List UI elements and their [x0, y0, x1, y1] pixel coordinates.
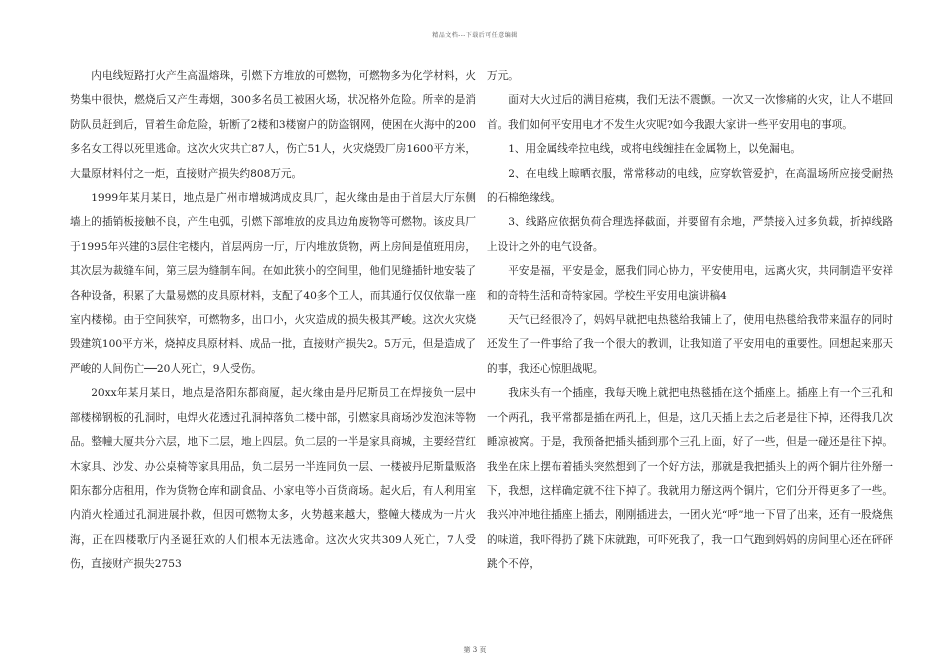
paragraph: 20xx年某月某日，地点是洛阳东都商厦，起火缘由是丹尼斯员工在焊接负一层中部楼梯钢板的孔洞时，电焊火花透过孔洞掉落负二楼中部，引燃家具商场沙发泡沫等物品。整幢大厦共分六层，地下二层，地上四层。负二层的一半是家具商城，主要经营红木家具、沙发、办公桌椅等家具用品，负二层另一半连同负一层、一楼被丹尼斯量贩洛阳东都分店租用，作为货物仓库和副食品、小家电等小百货商场。起火后，有人利用室内消火栓通过孔洞进展扑救，但因可燃物太多，火势越来越大，整幢大楼成为一片火海，正在四楼歌厅内圣诞狂欢的人们根本无法逃命。这次火灾共309人死亡，7人受伤，直接财产损失2753	[70, 387, 476, 571]
paragraph: 天气已经很冷了，妈妈早就把电热毯给我铺上了，使用电热毯给我带来温存的同时还发生了一件事给了我一个很大的教训，让我知道了平安用电的重要性。回想起来那天的事，我还心惊胆战呢。	[487, 314, 893, 375]
page-header: 精品文档---下载后可任意编辑	[432, 32, 518, 39]
paragraph: 我床头有一个插座，我每天晚上就把电热毯插在这个插座上。插座上有一个三孔和一个两孔，我平常都是插在两孔上，但是，这几天插上去之后老是往下掉，还得我几次睡凉被窝。于是，我预备把插头插到那个三孔上面，好了一些，但是一碰还是往下掉。我坐在床上摆布着插头突然想到了一个好方法，那就是我把插头上的两个铜片往外掰一下，我想，这样确定就不往下掉了。我就用力掰这两个铜片，它们分开得更多了一些。我兴冲冲地往插座上插去，刚刚插进去，一团火光“呼”地一下冒了出来，还有一股烧焦的味道，我吓得扔了跳下床就跑，可吓死我了，我一口气跑到妈妈的房间里心还在砰砰跳个不停，	[487, 387, 893, 571]
paragraph: 1999年某月某日，地点是广州市增城鸿成皮具厂，起火缘由是由于首层大厅东侧墙上的插销板接触不良，产生电弧，引燃下部堆放的皮具边角废物等可燃物。该皮具厂于1995年兴建的3层住宅楼内，首层两房一厅，厅内堆放货物，两上房间是值班用房，其次层为裁缝车间，第三层为缝制车间。在如此狭小的空间里，他们见缝插针地安装了各种设备，积累了大量易燃的皮具原材料，支配了40多个工人，而其通行仅仅依靠一座室内楼梯。由于空间狭窄，可燃物多，出口小，火灾造成的损失极其严峻。这次火灾烧毁建筑100平方米，烧掉皮具原材料、成品一批，直接财产损失2。5万元，但是造成了严峻的人间伤亡──20人死亡，9人受伤。	[70, 192, 476, 375]
paragraph: 内电线短路打火产生高温熔珠，引燃下方堆放的可燃物，可燃物多为化学材料，火势集中很快，燃烧后又产生毒烟，300多名员工被困火场，状况格外危险。所幸的是消防队员赶到后，冒着生命危险，斩断了2楼和3楼窗户的防盗钢网，使困在火海中的200多名女工得以死里逃命。这次火灾共亡87人，伤亡51人，火灾烧毁厂房1600平方米，大量原材料付之一炬，直接财产损失约808万元。	[70, 70, 476, 180]
list-item: 1、用金属线牵拉电线，或将电线缠挂在金属物上，以免漏电。	[508, 143, 801, 156]
paragraph-continuation: 万元。	[487, 70, 519, 82]
paragraph: 平安是福，平安是金，愿我们同心协力，平安使用电，远离火灾，共同制造平安祥和的奇特生活和奇特家园。学校生平安用电演讲稿4	[487, 265, 893, 302]
list-item: 2、在电线上晾晒衣服，常常移动的电线，应穿软管爱护，在高温场所应接受耐热的石棉绝缘线。	[487, 167, 893, 205]
right-text-column	[487, 64, 893, 577]
page-number: 第 3 页	[463, 646, 487, 654]
paragraph: 面对大火过后的满目疮痍，我们无法不震颤。一次又一次惨痛的火灾，让人不堪回首。我们如何平安用电才不发生火灾呢?如今我跟大家讲一些平安用电的事项。	[487, 94, 893, 131]
list-item: 3、线路应依据负荷合理选择截面，并要留有余地，严禁接入过多负载，折掉线路上设计之外的电气设备。	[487, 216, 893, 253]
left-text-column	[70, 64, 476, 577]
